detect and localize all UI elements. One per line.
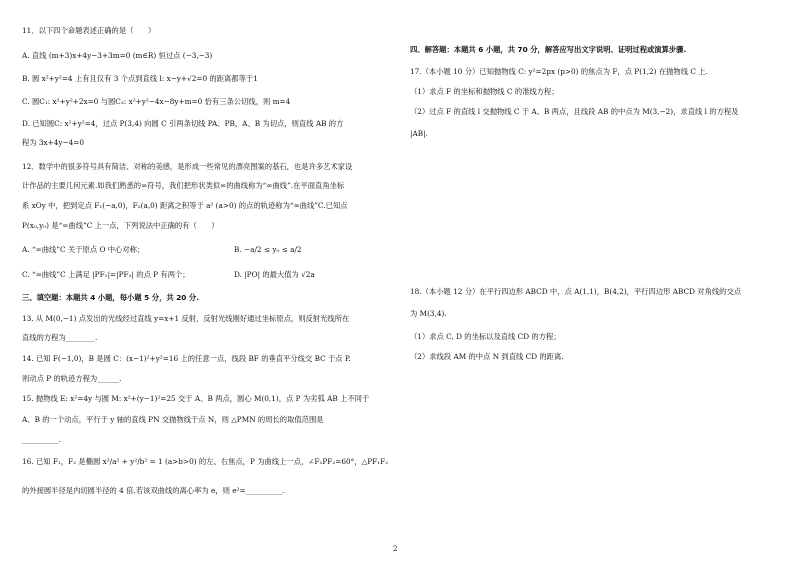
q18-part2: （2）求线段 AM 的中点 N 到直线 CD 的距离. <box>410 352 564 361</box>
q18-part1: （1）求点 C, D 的坐标以及直线 CD 的方程； <box>410 332 561 341</box>
q12-option-d: D. |PO| 的最大值为 √2a <box>234 270 315 279</box>
q13-line1: 13. 从 M(0,−1) 点发出的光线经过直线 y=x+1 反射，反射光线刚好通过坐标原点，则反射光线所在 <box>22 314 350 323</box>
q16-line2: 的外接圆半径是内切圆半径的 4 倍.若该双曲线的离心率为 e，则 e²=__________. <box>22 486 285 495</box>
q18-line1: 18.（本小题 12 分）在平行四边形 ABCD 中，点 A(1,1)，B(4,2)，平行四边形 ABCD 对角线的交点 <box>410 287 742 296</box>
q15-line1: 15. 抛物线 E: x²=4y 与圆 M: x²+(y−1)²=25 交于 A、B 两点，圆心 M(0,1)，点 P 为劣弧 AB 上不同于 <box>22 394 370 403</box>
q17-line1: 17.（本小题 10 分）已知抛物线 C: y²=2px (p>0) 的焦点为 F，点 P(1,2) 在抛物线 C 上. <box>410 67 708 76</box>
q17-part1: （1）求点 F 的坐标和抛物线 C 的准线方程； <box>410 87 559 96</box>
section-answer-heading: 四、解答题：本题共 6 小题，共 70 分，解答应写出文字说明、证明过程或演算步骤. <box>410 45 687 54</box>
q12-line2: 计作品的主要几何元素.如我们熟悉的∞符号，我们把形状类似∞的曲线称为“∞曲线”.在平面直角坐标 <box>22 181 345 190</box>
section-fill-in-heading: 三、填空题：本题共 4 小题，每小题 5 分，共 20 分. <box>22 293 199 302</box>
q12-option-a: A. “∞曲线”C 关于原点 O 中心对称； <box>22 245 145 254</box>
q15-line3: __________. <box>22 435 61 444</box>
q11-stem: 11．以下四个命题表述正确的是（ ） <box>22 26 156 35</box>
q12-option-c: C. “∞曲线”C 上满足 |PF₁|=|PF₂| 的点 P 有两个； <box>22 270 190 279</box>
q12-line4: P(x₀,y₀) 是“∞曲线”C 上一点，下列说法中正确的有（ ） <box>22 221 219 230</box>
q11-option-c: C. 圆C₁: x²+y²+2x=0 与圆C₂: x²+y²−4x−8y+m=0 恰有三条公切线，则 m=4 <box>22 97 291 106</box>
q12-line3: 系 xOy 中，把到定点 F₁(−a,0)，F₂(a,0) 距离之积等于 a² (a>0) 的点的轨迹称为“∞曲线”C.已知点 <box>22 201 348 210</box>
q11-option-a: A. 直线 (m+3)x+4y−3+3m=0 (m∈R) 恒过点 (−3,−3) <box>22 51 213 60</box>
q15-line2: A、B 的一个动点，平行于 y 轴的直线 PN 交抛物线于点 N，则 △PMN 的周长的取值范围是 <box>22 415 324 424</box>
q13-line2: 直线的方程为________. <box>22 333 98 342</box>
q11-option-b: B. 圆 x²+y²=4 上有且仅有 3 个点到直线 l: x−y+√2=0 的距离都等于1 <box>22 74 258 83</box>
q17-part2: （2）过点 F 的直线 l 交抛物线 C 于 A、B 两点，且线段 AB 的中点为 M(3,−2)，求直线 l 的方程及 <box>410 107 739 116</box>
q11-option-d-cont: 程为 3x+4y−4=0 <box>22 138 85 147</box>
q17-part2-cont: |AB|. <box>410 129 428 138</box>
q11-option-d: D. 已知圆C: x²+y²=4，过点 P(3,4) 向圆 C 引两条切线 PA、PB，A、B 为切点，则直线 AB 的方 <box>22 119 344 128</box>
q18-line2: 为 M(3,4). <box>410 309 447 318</box>
page-number: 2 <box>393 545 398 553</box>
q12-option-b: B. −a/2 ≤ y₀ ≤ a/2 <box>234 245 302 254</box>
q12-line1: 12．数学中的很多符号具有简洁、对称的美感，是形成一些常见的漂亮图案的基石，也是许多艺术家设 <box>22 162 353 171</box>
q14-line2: 则动点 P 的轨迹方程为______. <box>22 374 122 383</box>
q16-line1: 16. 已知 F₁，F₂ 是椭圆 x²/a² + y²/b² = 1 (a>b>0) 的左、右焦点，P 为曲线上一点，∠F₁PF₂=60°，△PF₁F₂ <box>22 457 389 466</box>
q14-line1: 14. 已知 F(−1,0)，B 是圆 C：(x−1)²+y²=16 上的任意一点，线段 BF 的垂直平分线交 BC 于点 P. <box>22 354 351 363</box>
